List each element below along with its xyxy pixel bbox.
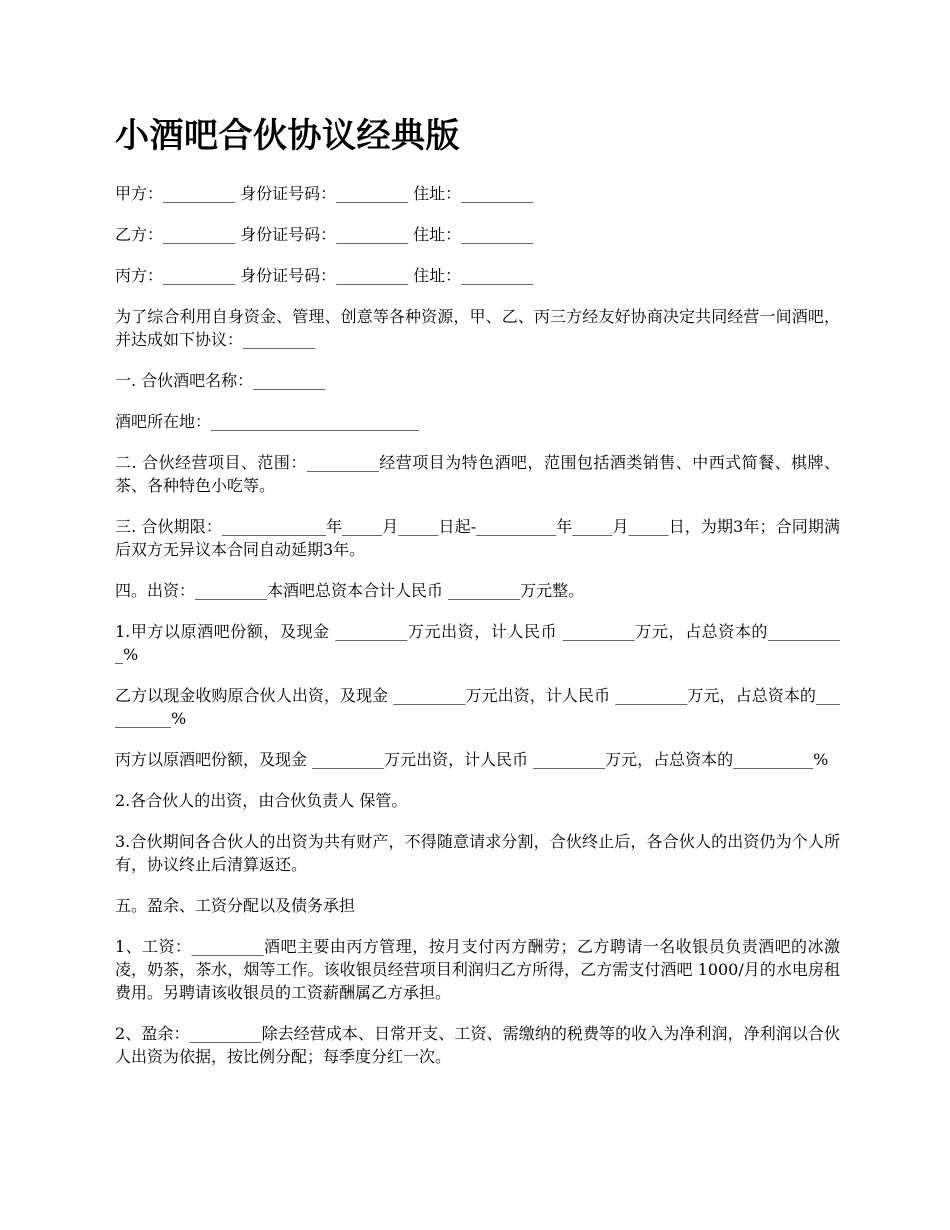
bar-location: 酒吧所在地：__________________________ [115,412,420,431]
surplus-clause: 2、盈余：_________除去经营成本、日常开支、工资、需缴纳的税费等的收入为净利润，净利润以合伙人出资为依据，按比例分配；每季度分红一次。 [115,1024,840,1066]
party-a-info: 甲方：_________ 身份证号码：_________ 住址：_________ [115,184,534,203]
wages-clause: 1、工资：_________酒吧主要由丙方管理，按月支付丙方酬劳；乙方聘请一名收银员负责酒吧的冰激凌，奶茶，茶水，烟等工作。该收银员经营项目利润归乙方所得，乙方需支付酒吧 1000/月的水电房租费用。另聘请该收银员的工资薪酬属乙方承担。 [115,937,840,1002]
party-c-info: 丙方：_________ 身份证号码：_________ 住址：_________ [115,266,534,285]
capital-party-a: 1.甲方以原酒吧份额，及现金 _________万元出资，计人民币 _________万元，占总资本的__________% [115,622,840,664]
document-page [115,112,840,1086]
capital-party-c: 丙方以原酒吧份额，及现金 _________万元出资，计人民币 _________万元，占总资本的__________% [115,750,829,769]
document-title: 小酒吧合伙协议经典版 [115,116,460,156]
section-1-bar-name: 一. 合伙酒吧名称：_________ [115,371,326,390]
capital-custody: 2.各合伙人的出资，由合伙负责人 保管。 [115,791,408,810]
party-b-info: 乙方：_________ 身份证号码：_________ 住址：_________ [115,225,534,244]
capital-party-b: 乙方以现金收购原合伙人出资，及现金 _________万元出资，计人民币 _________万元，占总资本的__________% [115,686,840,728]
section-3-term: 三. 合伙期限：_____________年_____月_____日起-__________年_____月_____日，为期3年；合同期满后双方无异议本合同自动延期3年。 [115,517,840,559]
capital-common-property: 3.合伙期间各合伙人的出资为共有财产，不得随意请求分割，合伙终止后，各合伙人的出资仍为个人所有，协议终止后清算返还。 [115,832,840,874]
section-2-business-scope: 二. 合伙经营项目、范围：_________经营项目为特色酒吧，范围包括酒类销售、中西式简餐、棋牌、茶、各种特色小吃等。 [115,453,840,495]
section-5-heading: 五。盈余、工资分配以及债务承担 [115,896,356,915]
preamble-paragraph: 为了综合利用自身资金、管理、创意等各种资源，甲、乙、丙三方经友好协商决定共同经营一间酒吧，并达成如下协议：_________ [115,307,840,349]
section-4-capital: 四。出资：_________本酒吧总资本合计人民币 _________万元整。 [115,581,585,600]
